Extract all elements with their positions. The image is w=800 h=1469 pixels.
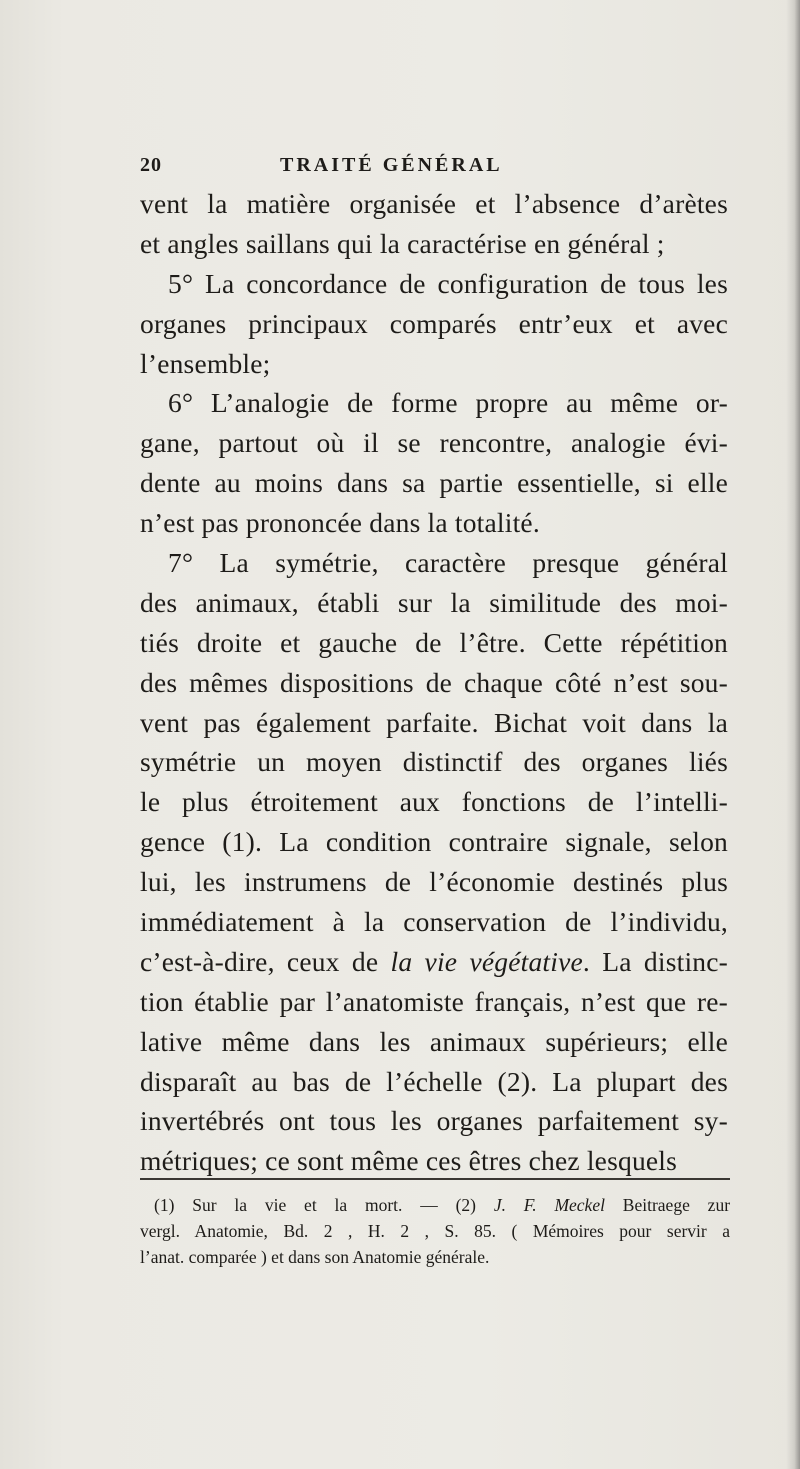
text-line: immédiatement à la conservation de l’individu, bbox=[140, 906, 728, 938]
text-line: gence (1). La condition contraire signale, selon bbox=[140, 826, 728, 858]
text-line: métriques; ce sont même ces êtres chez lesquels bbox=[140, 1145, 678, 1177]
text-fragment: . La distinc- bbox=[582, 945, 728, 977]
text-line: tion établie par l’anatomiste français, n’est que re- bbox=[140, 985, 728, 1017]
page-number: 20 bbox=[140, 154, 162, 176]
text-line: le plus étroitement aux fonctions de l’intelli- bbox=[140, 786, 728, 818]
text-line bbox=[140, 942, 728, 982]
page-header bbox=[140, 150, 720, 180]
text-line: lui, les instrumens de l’économie destinés plus bbox=[140, 866, 728, 898]
footnote-line: vergl. Anatomie, Bd. 2 , H. 2 , S. 85. ( Mémoires pour servir a bbox=[140, 1221, 730, 1241]
text-line: disparaît au bas de l’échelle (2). La plupart des bbox=[140, 1065, 728, 1097]
text-line: et angles saillans qui la caractérise en général ; bbox=[140, 227, 665, 259]
page-edge-shadow bbox=[786, 0, 800, 1469]
text-line: 6° L’analogie de forme propre au même or- bbox=[168, 387, 728, 419]
running-title: TRAITÉ GÉNÉRAL bbox=[280, 154, 503, 176]
body-text bbox=[140, 184, 728, 1181]
text-line: gane, partout où il se rencontre, analogie évi- bbox=[140, 427, 728, 459]
footnote-line bbox=[140, 1192, 730, 1218]
text-line: 5° La concordance de configuration de tous les bbox=[168, 267, 728, 299]
text-line: 7° La symétrie, caractère presque général bbox=[168, 547, 728, 579]
footnote-divider bbox=[140, 1178, 730, 1180]
text-line: organes principaux comparés entr’eux et avec bbox=[140, 307, 728, 339]
text-fragment: c’est-à-dire, ceux de bbox=[140, 945, 379, 977]
text-line: des mêmes dispositions de chaque côté n’est sou- bbox=[140, 666, 728, 698]
text-line: invertébrés ont tous les organes parfaitement sy- bbox=[140, 1105, 728, 1137]
footnote-line: l’anat. comparée ) et dans son Anatomie générale. bbox=[140, 1247, 490, 1267]
text-line: dente au moins dans sa partie essentielle, si elle bbox=[140, 467, 728, 499]
footnotes bbox=[140, 1192, 730, 1270]
text-line: n’est pas prononcée dans la totalité. bbox=[140, 507, 540, 539]
text-line: vent pas également parfaite. Bichat voit dans la bbox=[140, 706, 728, 738]
footnote-text: Beitraege zur bbox=[622, 1195, 731, 1215]
footnote-author: J. F. Meckel bbox=[493, 1195, 605, 1215]
text-line: symétrie un moyen distinctif des organes liés bbox=[140, 746, 728, 778]
text-line: vent la matière organisée et l’absence d’arètes bbox=[140, 188, 728, 219]
text-line: tiés droite et gauche de l’être. Cette répétition bbox=[140, 626, 728, 658]
footnote-text: (1) Sur la vie et la mort. — (2) bbox=[154, 1195, 476, 1215]
text-line: l’ensemble; bbox=[140, 347, 271, 379]
text-line: des animaux, établi sur la similitude des moi- bbox=[140, 586, 728, 618]
text-line: lative même dans les animaux supérieurs; elle bbox=[140, 1025, 728, 1057]
italic-title: la vie végétative bbox=[390, 945, 583, 977]
